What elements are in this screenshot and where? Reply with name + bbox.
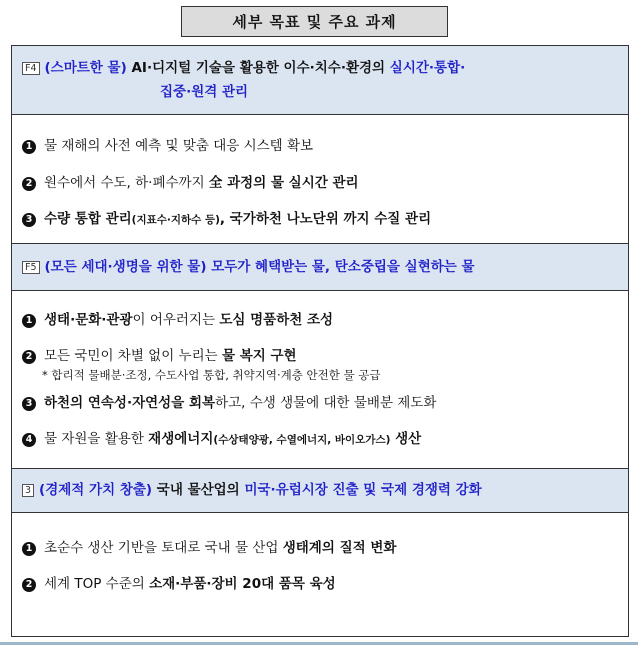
header-text: 모두가 혜택받는 물, 탄소중립을 실현하는 물	[211, 259, 475, 275]
item-text: 이 어우러지는	[132, 312, 220, 328]
number-badge: 1	[22, 140, 36, 154]
item-text: 재생에너지	[148, 431, 214, 447]
item-text: 생산	[390, 431, 422, 447]
list-item	[22, 572, 618, 592]
list-item	[22, 344, 618, 391]
number-badge: 1	[22, 542, 36, 556]
number-badge: 3	[22, 213, 36, 227]
section-tag: F4	[22, 62, 40, 75]
bottom-divider	[0, 642, 638, 645]
item-text: 全 과정의 물 실시간 관리	[208, 175, 359, 191]
section-tag: 3	[22, 484, 34, 497]
number-badge: 2	[22, 177, 36, 191]
list-item	[22, 171, 618, 207]
item-text: 물 복지 구현	[221, 348, 297, 364]
item-text: 하천의 연속성·자연성을 회복	[44, 395, 216, 411]
item-text: 물 자원을 활용한	[44, 431, 149, 447]
header-text: 집중·원격 관리	[160, 84, 249, 100]
section-header-f5	[12, 243, 628, 291]
header-text: 국내 물산업의	[156, 482, 245, 498]
item-text: 수량 통합 관리	[44, 211, 132, 227]
list-item	[22, 536, 618, 572]
section-items-f4	[12, 115, 628, 243]
list-item	[22, 308, 618, 344]
header-text: (모든 세대·생명을 위한 물)	[44, 259, 212, 275]
header-text: (스마트한 물)	[44, 60, 132, 76]
number-badge: 3	[22, 397, 36, 411]
item-text: 물 재해의 사전 예측 및 맞춤 대응 시스템 확보	[44, 138, 314, 154]
section-items-3	[12, 513, 628, 592]
item-text: 하고, 수생 생물에 대한 물배분 제도화	[215, 395, 437, 411]
item-text: 초순수 생산 기반을 토대로 국내 물 산업	[44, 540, 283, 556]
section-items-f5	[12, 291, 628, 468]
item-text: 도심 명품하천 조성	[219, 312, 334, 328]
section-tag: F5	[22, 261, 40, 274]
section-header-f4	[12, 46, 628, 115]
section-header-3	[12, 468, 628, 513]
item-text: (지표수·지하수 등)	[131, 214, 220, 226]
item-text: 세계 TOP 수준의	[44, 576, 150, 592]
item-text: 생태계의 질적 변화	[282, 540, 397, 556]
number-badge: 2	[22, 578, 36, 592]
goals-table	[11, 45, 629, 637]
item-text: 생태·문화·관광	[44, 312, 133, 328]
header-text: (경제적 가치 창출)	[39, 482, 157, 498]
number-badge: 4	[22, 433, 36, 447]
item-text: , 국가하천 나노단위 까지 수질 관리	[219, 211, 432, 227]
footnote: * 합리적 물배분·조정, 수도사업 통합, 취약지역·계층 안전한 물 공급	[42, 368, 381, 382]
item-text: 원수에서 수도, 하·폐수까지	[44, 175, 209, 191]
list-item	[22, 207, 618, 227]
item-text: 소재·부품·장비 20대 품목 육성	[149, 576, 336, 592]
list-item	[22, 134, 618, 171]
item-text: (수상태양광, 수열에너지, 바이오가스)	[213, 434, 391, 446]
item-text: 모든 국민이 차별 없이 누리는	[44, 348, 222, 364]
number-badge: 1	[22, 314, 36, 328]
header-text: 실시간·통합·	[389, 60, 466, 76]
page-title: 세부 목표 및 주요 과제	[181, 6, 448, 37]
header-text: 미국·유럽시장 진출 및 국제 경쟁력 강화	[244, 482, 482, 498]
list-item	[22, 391, 618, 427]
header-text: AI·디지털 기술을 활용한 이수·치수·환경의	[131, 60, 390, 76]
list-item	[22, 427, 618, 447]
number-badge: 2	[22, 350, 36, 364]
